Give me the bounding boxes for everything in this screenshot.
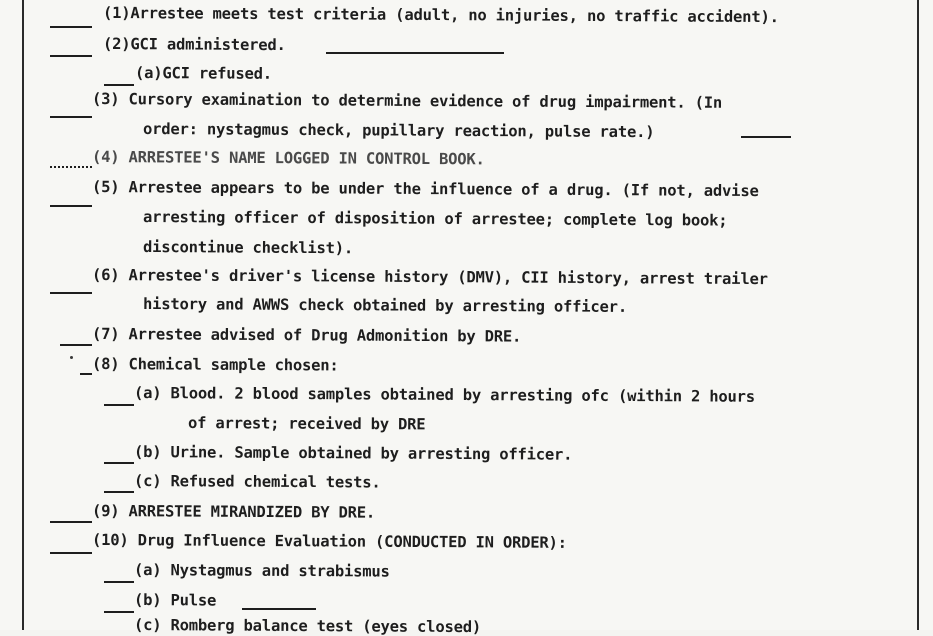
checklist-item-6-line1: (6) Arrestee's driver's license history (DMV), CII history, arrest trailer [91,266,768,289]
checkbox-blank-item1[interactable] [50,26,92,28]
checklist-item-10a: (a) Nystagmus and strabismus [133,561,390,581]
checklist-item-10b: (b) Pulse [133,591,217,610]
checkbox-blank-item9[interactable] [50,521,92,523]
checkbox-blank-item4[interactable] [50,166,92,168]
checklist-item-8a-line1: (a) Blood. 2 blood samples obtained by arresting ofc (within 2 hours [133,384,756,406]
checklist-item-8b: (b) Urine. Sample obtained by arresting officer. [133,443,573,464]
gci-administered-blank[interactable] [326,52,504,54]
checklist-item-5-line3: discontinue checklist). [142,238,354,258]
checklist-item-8c: (c) Refused chemical tests. [133,472,381,492]
checklist-item-8a-line2: of arrest; received by DRE [187,414,426,434]
checklist-item-3-line2: order: nystagmus check, pupillary reaction, pulse rate.) [142,120,655,142]
checkbox-blank-item8b[interactable] [104,462,134,464]
checkbox-blank-item5[interactable] [50,205,92,207]
checkbox-blank-item8[interactable] [80,373,92,375]
checkbox-blank-item3[interactable] [50,116,92,118]
checkbox-blank-item8c[interactable] [104,491,134,493]
checklist-item-3-line1: (3) Cursory examination to determine evidence of drug impairment. (In [91,90,723,112]
checklist-item-1: (1)Arrestee meets test criteria (adult, no injuries, no traffic accident). [102,4,779,27]
checklist-item-5-line2: arresting officer of disposition of arrestee; complete log book; [142,208,728,230]
checklist-item-8: (8) Chemical sample chosen: [91,355,339,375]
checklist-item-10c: (c) Romberg balance test (eyes closed) [133,616,482,636]
scan-speck [70,356,73,359]
checklist-item-2a: (a)GCI refused. [134,64,273,83]
checklist-item-10: (10) Drug Influence Evaluation (CONDUCTED IN ORDER): [91,531,567,552]
checklist-item-2: (2)GCI administered. [102,35,286,55]
page-border-left [22,0,24,630]
checkbox-blank-item10a[interactable] [104,581,134,583]
page-border-right [917,0,919,630]
checklist-item-5-line1: (5) Arrestee appears to be under the influence of a drug. (If not, advise [91,178,759,201]
checklist-item-6-line2: history and AWWS check obtained by arresting officer. [142,295,628,316]
checkbox-blank-item10[interactable] [50,552,92,554]
checklist-item-4: (4) ARRESTEE'S NAME LOGGED IN CONTROL BOOK. [91,148,485,169]
cursory-exam-blank[interactable] [741,136,791,138]
checkbox-blank-item2a[interactable] [104,84,134,86]
pulse-blank[interactable] [242,608,316,610]
checkbox-blank-item2[interactable] [50,55,92,57]
checkbox-blank-item10b[interactable] [104,611,134,613]
checklist-item-9: (9) ARRESTEE MIRANDIZED BY DRE. [91,502,376,522]
checkbox-blank-item7[interactable] [60,344,92,346]
checklist-item-7: (7) Arrestee advised of Drug Admonition by DRE. [91,325,522,346]
checkbox-blank-item8a[interactable] [104,404,134,406]
checkbox-blank-item6[interactable] [50,292,92,294]
